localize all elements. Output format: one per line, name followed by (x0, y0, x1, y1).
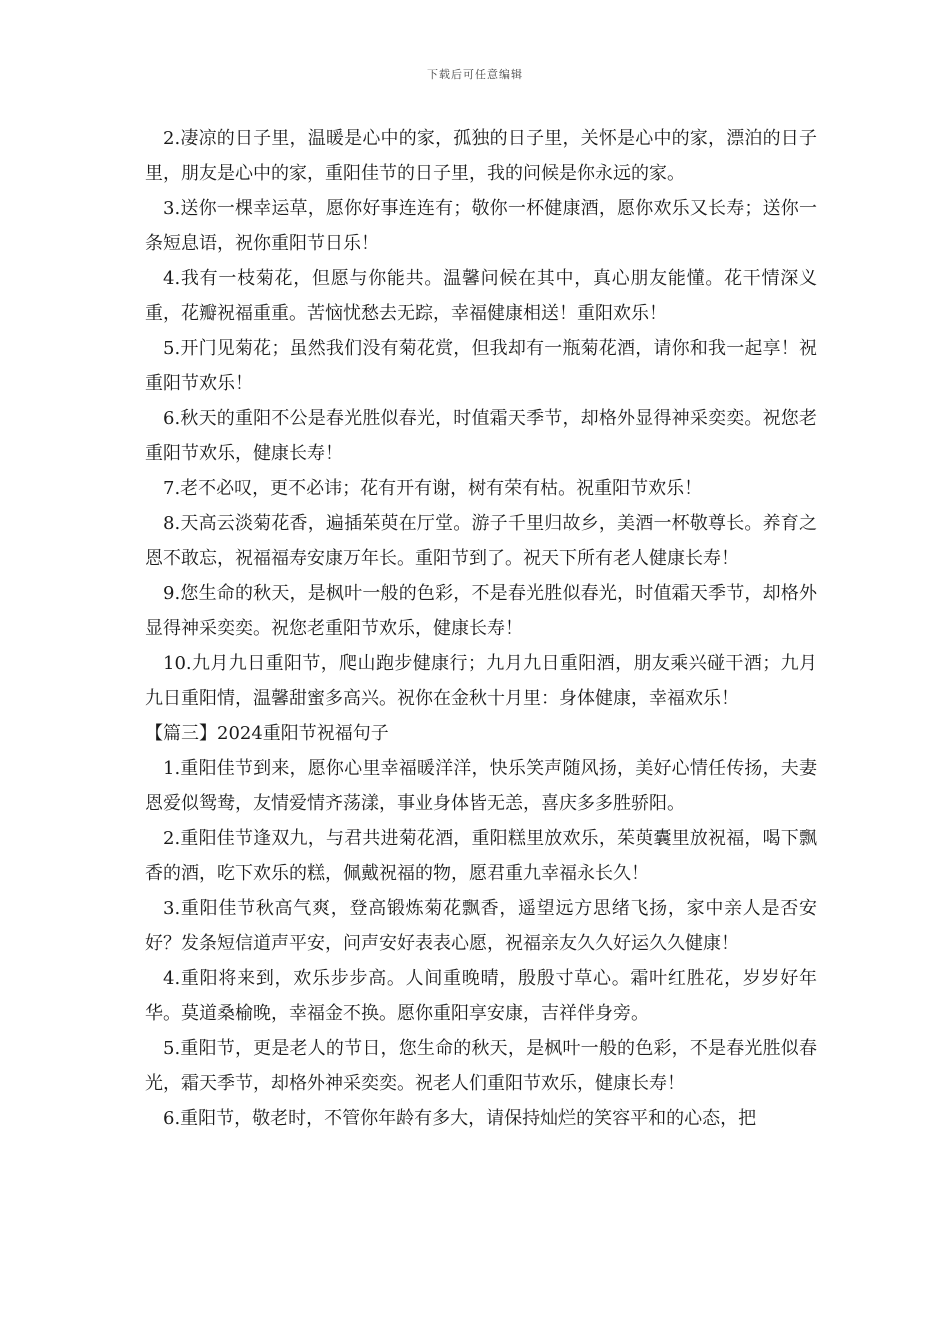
page-header-note: 下载后可任意编辑 (427, 68, 523, 81)
paragraph: 10.九月九日重阳节，爬山跑步健康行；九月九日重阳酒，朋友乘兴碰干酒；九月九日重阳情，温馨甜蜜多高兴。祝你在金秋十月里：身体健康，幸福欢乐！ (145, 653, 817, 709)
paragraph: 1.重阳佳节到来，愿你心里幸福暖洋洋，快乐笑声随风扬，美好心情任传扬，夫妻恩爱似鸳鸯，友情爱情齐荡漾，事业身体皆无恙，喜庆多多胜骄阳。 (145, 758, 817, 814)
paragraph: 7.老不必叹，更不必讳；花有开有谢，树有荣有枯。祝重阳节欢乐！ (163, 478, 703, 499)
paragraph: 2.凄凉的日子里，温暖是心中的家，孤独的日子里，关怀是心中的家，漂泊的日子里，朋友是心中的家，重阳佳节的日子里，我的问候是你永远的家。 (145, 128, 817, 184)
paragraph: 8.天高云淡菊花香，遍插茱萸在厅堂。游子千里归故乡，美酒一杯敬尊长。养育之恩不敢忘，祝福福寿安康万年长。重阳节到了。祝天下所有老人健康长寿！ (145, 513, 817, 569)
document-body (145, 121, 817, 1136)
paragraph: 4.重阳将来到，欢乐步步高。人间重晚晴，殷殷寸草心。霜叶红胜花，岁岁好年华。莫道桑榆晚，幸福金不换。愿你重阳享安康，吉祥伴身旁。 (145, 968, 817, 1024)
paragraph: 3.重阳佳节秋高气爽，登高锻炼菊花飘香，遥望远方思绪飞扬，家中亲人是否安好？发条短信道声平安，问声安好表表心愿，祝福亲友久久好运久久健康！ (145, 898, 817, 954)
paragraph: 5.重阳节，更是老人的节日，您生命的秋天，是枫叶一般的色彩，不是春光胜似春光，霜天季节，却格外神采奕奕。祝老人们重阳节欢乐，健康长寿！ (145, 1038, 817, 1094)
paragraph: 4.我有一枝菊花，但愿与你能共。温馨问候在其中，真心朋友能懂。花干情深义重，花瓣祝福重重。苦恼忧愁去无踪，幸福健康相送！重阳欢乐！ (145, 268, 817, 324)
section-heading: 【篇三】2024重阳节祝福句子 (145, 723, 389, 744)
paragraph: 3.送你一棵幸运草，愿你好事连连有；敬你一杯健康酒，愿你欢乐又长寿；送你一条短息语，祝你重阳节日乐！ (145, 198, 817, 254)
paragraph: 9.您生命的秋天，是枫叶一般的色彩，不是春光胜似春光，时值霜天季节，却格外显得神采奕奕。祝您老重阳节欢乐，健康长寿！ (145, 583, 817, 639)
paragraph: 5.开门见菊花；虽然我们没有菊花赏，但我却有一瓶菊花酒，请你和我一起享！祝重阳节欢乐！ (145, 338, 817, 394)
paragraph: 2.重阳佳节逢双九，与君共进菊花酒，重阳糕里放欢乐，茱萸囊里放祝福，喝下飘香的酒，吃下欢乐的糕，佩戴祝福的物，愿君重九幸福永长久！ (145, 828, 817, 884)
paragraph: 6.重阳节，敬老时，不管你年龄有多大，请保持灿烂的笑容平和的心态，把 (163, 1108, 757, 1129)
paragraph: 6.秋天的重阳不公是春光胜似春光，时值霜天季节，却格外显得神采奕奕。祝您老重阳节欢乐，健康长寿！ (145, 408, 817, 464)
